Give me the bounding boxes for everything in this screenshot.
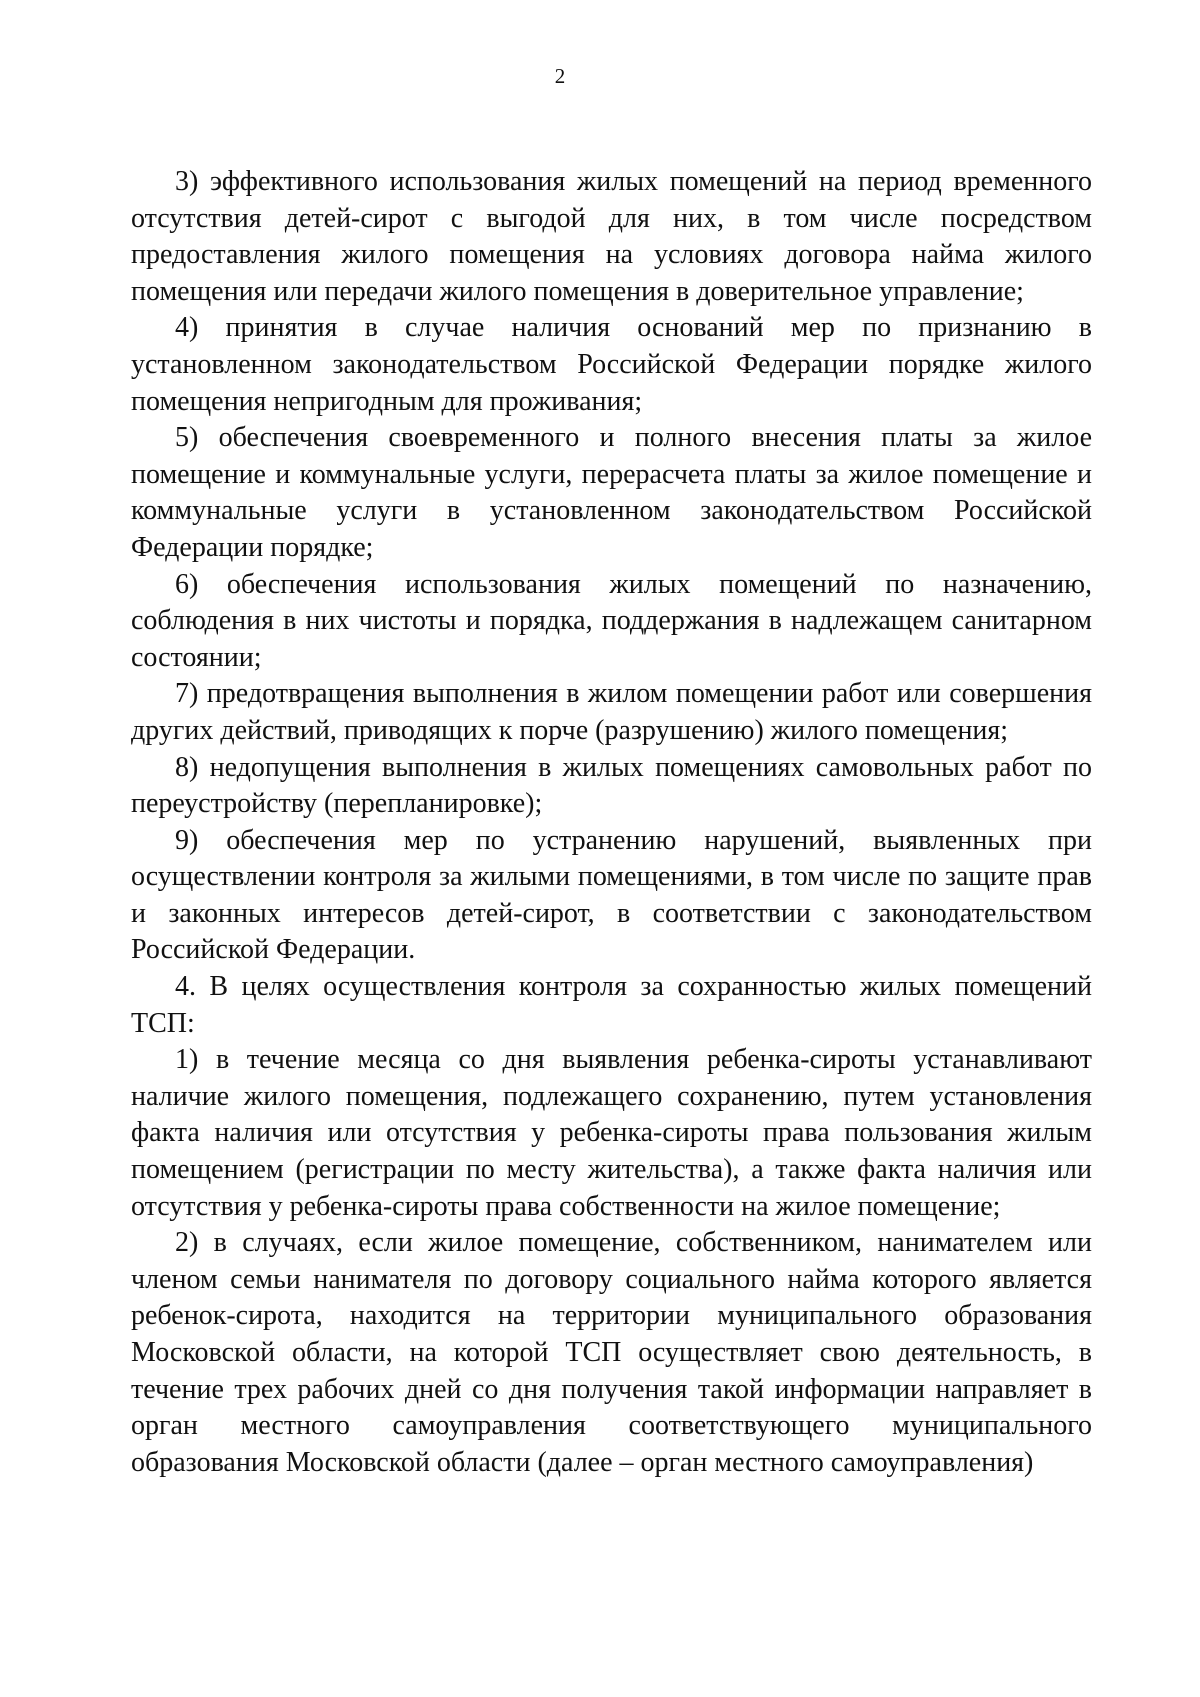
paragraph-item-7: 7) предотвращения выполнения в жилом помещении работ или совершения других действий, приводящих к порче (разрушению) жилого помещения; — [131, 678, 1092, 746]
section-4-heading: 4. В целях осуществления контроля за сохранностью жилых помещений ТСП: — [131, 971, 1092, 1039]
document-body — [131, 164, 1092, 1481]
paragraph-item-5: 5) обеспечения своевременного и полного внесения платы за жилое помещение и коммунальные услуги, перерасчета платы за жилое помещение и коммунальные услуги в установленном законодательством Российской Федерации порядке; — [131, 422, 1092, 563]
section-4-item-2: 2) в случаях, если жилое помещение, собственником, нанимателем или членом семьи нанимателя по договору социального найма которого является ребенок-сирота, находится на территории муниципального образования Московской области, на которой ТСП осуществляет свою деятельность, в течение трех рабочих дней со дня получения такой информации направляет в орган местного самоуправления соответствующего муниципального образования Московской области (далее – орган местного самоуправления) — [131, 1227, 1092, 1478]
paragraph-item-6: 6) обеспечения использования жилых помещений по назначению, соблюдения в них чистоты и порядка, поддержания в надлежащем санитарном состоянии; — [131, 568, 1092, 673]
section-4-item-1: 1) в течение месяца со дня выявления ребенка-сироты устанавливают наличие жилого помещения, подлежащего сохранению, путем установления факта наличия или отсутствия у ребенка-сироты права пользования жилым помещением (регистрации по месту жительства), а также факта наличия или отсутствия у ребенка-сироты права собственности на жилое помещение; — [131, 1044, 1092, 1222]
paragraph-item-9: 9) обеспечения мер по устранению нарушений, выявленных при осуществлении контроля за жилыми помещениями, в том числе по защите прав и законных интересов детей-сирот, в соответствии с законодательством Российской Федерации. — [131, 824, 1092, 966]
paragraph-item-3: 3) эффективного использования жилых помещений на период временного отсутствия детей-сирот с выгодой для них, в том числе посредством предоставления жилого помещения на условиях договора найма жилого помещения или передачи жилого помещения в доверительное управление; — [131, 166, 1092, 307]
page-number: 2 — [554, 64, 566, 88]
paragraph-item-8: 8) недопущения выполнения в жилых помещениях самовольных работ по переустройству (перепланировке); — [131, 751, 1092, 820]
paragraph-item-4: 4) принятия в случае наличия оснований мер по признанию в установленном законодательством Российской Федерации порядке жилого помещения непригодным для проживания; — [131, 312, 1092, 417]
